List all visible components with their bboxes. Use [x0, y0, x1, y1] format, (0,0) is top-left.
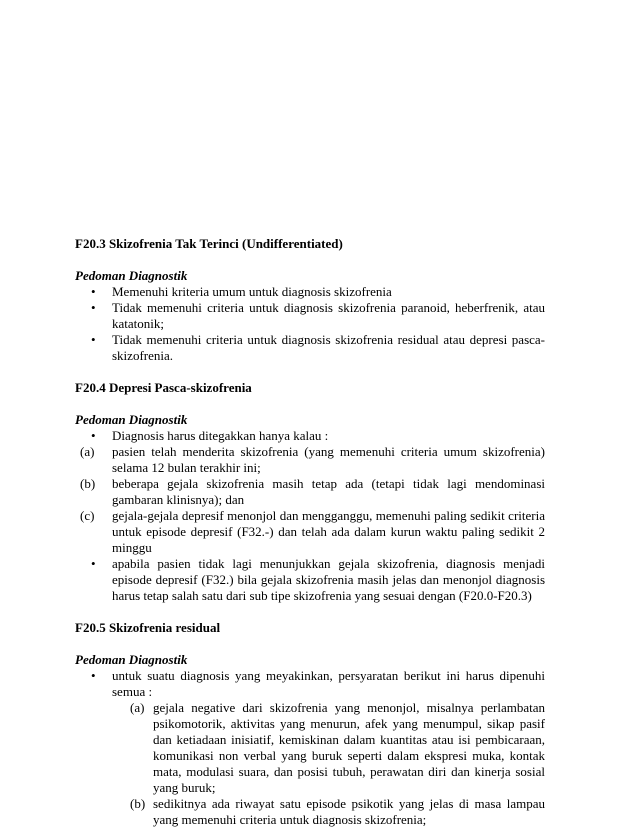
bullet-marker: • [91, 300, 96, 315]
list-item-text: pasien telah menderita skizofrenia (yang memenuhi criteria umum skizofrenia) selama 12 bulan terakhir ini; [112, 444, 545, 475]
bullet-marker: • [91, 428, 96, 443]
list-item [75, 476, 545, 508]
list-item [75, 284, 545, 300]
list-item-text: Diagnosis harus ditegakkan hanya kalau : [112, 428, 329, 443]
bullet-marker: • [91, 668, 96, 683]
section-title-f20-5: F20.5 Skizofrenia residual [75, 620, 221, 635]
list-marker: (a) [130, 700, 145, 715]
list-item-text: beberapa gejala skizofrenia masih tetap ada (tetapi tidak lagi mendominasi gambaran klinisnya); dan [112, 476, 545, 507]
bullet-marker: • [91, 332, 96, 347]
list-item-text: Tidak memenuhi criteria untuk diagnosis skizofrenia paranoid, heberfrenik, atau katatonik; [112, 300, 545, 331]
list-item [75, 300, 545, 332]
list-item [75, 796, 545, 828]
list-marker: (b) [80, 476, 96, 491]
subheading-pedoman-diagnostik: Pedoman Diagnostik [75, 268, 188, 283]
list-item [75, 428, 545, 444]
list-item-text: Memenuhi kriteria umum untuk diagnosis skizofrenia [112, 284, 392, 299]
document-page [75, 236, 545, 828]
list-marker: (c) [80, 508, 95, 523]
list-item [75, 444, 545, 476]
list-item-text: gejala-gejala depresif menonjol dan mengganggu, memenuhi paling sedikit criteria untuk episode depresif (F32.-) dan telah ada dalam kurun waktu paling sedikit 2 minggu [112, 508, 545, 555]
list-item-text: Tidak memenuhi criteria untuk diagnosis skizofrenia residual atau depresi pasca-skizofrenia. [112, 332, 545, 363]
bullet-marker: • [91, 556, 96, 571]
list-item [75, 556, 545, 604]
list-item [75, 668, 545, 700]
list-item [75, 508, 545, 556]
bullet-marker: • [91, 284, 96, 299]
list-item [75, 332, 545, 364]
list-item [75, 700, 545, 796]
list-marker: (b) [130, 796, 146, 811]
section-title-f20-4: F20.4 Depresi Pasca-skizofrenia [75, 380, 252, 395]
list-marker: (a) [80, 444, 95, 459]
subheading-pedoman-diagnostik: Pedoman Diagnostik [75, 412, 188, 427]
list-item-text: sedikitnya ada riwayat satu episode psikotik yang jelas di masa lampau yang memenuhi criteria untuk diagnosis skizofrenia; [153, 796, 545, 827]
list-item-text: untuk suatu diagnosis yang meyakinkan, persyaratan berikut ini harus dipenuhi semua : [112, 668, 545, 699]
list-item-text: gejala negative dari skizofrenia yang menonjol, misalnya perlambatan psikomotorik, aktivitas yang menurun, afek yang menumpul, sikap pasif dan ketiadaan inisiatif, kemiskinan dalam kuantitas atau isi pembicaraan, komunikasi non verbal yang buruk seperti dalam ekspresi muka, kontak mata, modulasi suara, dan posisi tubuh, perawatan diri dan kinerja sosial yang buruk; [153, 700, 545, 795]
subheading-pedoman-diagnostik: Pedoman Diagnostik [75, 652, 188, 667]
list-item-text: apabila pasien tidak lagi menunjukkan gejala skizofrenia, diagnosis menjadi episode depresif (F32.) bila gejala skizofrenia masih jelas dan menonjol diagnosis harus tetap salah satu dari sub tipe skizofrenia yang sesuai dengan (F20.0-F20.3) [112, 556, 545, 603]
section-title-f20-3: F20.3 Skizofrenia Tak Terinci (Undifferentiated) [75, 236, 343, 251]
